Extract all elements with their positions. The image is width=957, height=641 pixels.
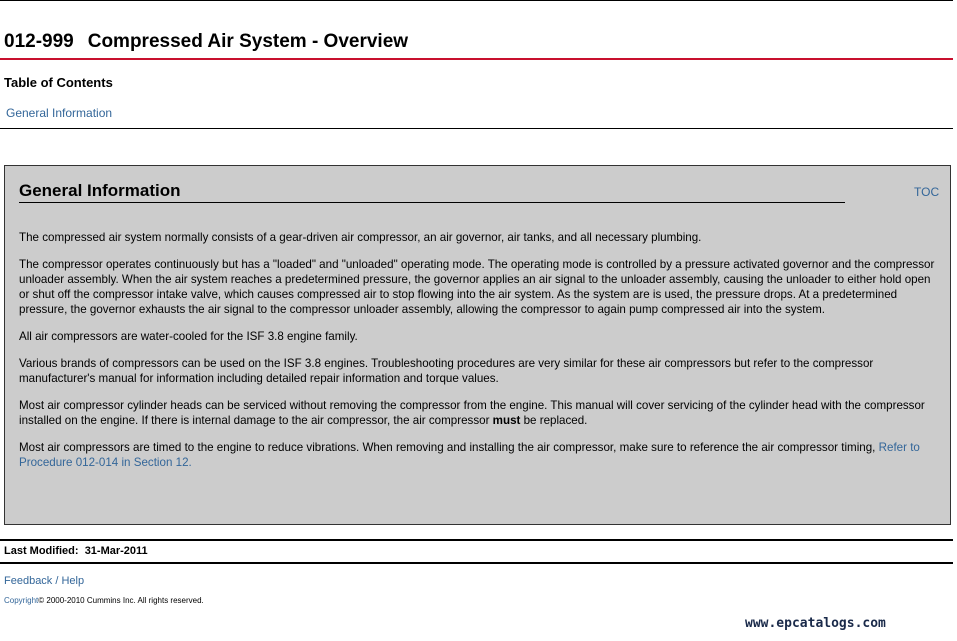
copyright-text: © 2000-2010 Cummins Inc. All rights reserved.: [38, 596, 204, 605]
paragraph-text: Most air compressors are timed to the engine to reduce vibrations. When removing and installing the air compressor, make sure to reference the air compressor timing,: [19, 441, 879, 454]
top-divider: [0, 0, 953, 1]
paragraph: [19, 440, 937, 470]
section-body: [19, 230, 937, 482]
toc-divider: [0, 128, 953, 129]
paragraph: The compressor operates continuously but has a "loaded" and "unloaded" operating mode. The operating mode is controlled by a pressure activated governor and the compressor unloader assembly. When the air system reaches a predetermined pressure, the governor applies an air signal to the unloader assembly, causing the unloader to either hold open or shut off the compressor intake valve, which causes compressed air to stop flowing into the air system. As the system are is used, the pressure drops. At a predetermined pressure, the governor exhausts the air signal to the compressor unloader assembly, allowing the compressor to again pump compressed air into the system.: [19, 258, 935, 316]
copyright-link[interactable]: Copyright: [4, 596, 39, 605]
paragraph: The compressed air system normally consists of a gear-driven air compressor, an air governor, air tanks, and all necessary plumbing.: [19, 231, 702, 244]
copyright: [4, 596, 204, 605]
last-modified-label: Last Modified:: [4, 545, 79, 557]
feedback-help-link[interactable]: Feedback / Help: [4, 575, 85, 587]
doc-number: 012-999: [4, 31, 74, 52]
paragraph: Various brands of compressors can be used on the ISF 3.8 engines. Troubleshooting procedures are very similar for these air compressors but refer to the compressor manufacturer's manual for information including detailed repair information and torque values.: [19, 357, 874, 385]
page-title: [4, 31, 408, 53]
watermark: www.epcatalogs.com: [745, 616, 886, 631]
title-underline: [0, 58, 953, 60]
section-title: General Information: [19, 181, 181, 200]
paragraph-text: Most air compressor cylinder heads can be serviced without removing the compressor from the engine. This manual will cover servicing of the cylinder head with the compressor installed on the engine. If there is internal damage to the air compressor, the air compressor: [19, 399, 925, 427]
back-to-toc-link[interactable]: TOC: [914, 185, 940, 199]
footer-divider-top: [0, 539, 953, 541]
toc-link-general-information[interactable]: General Information: [6, 106, 113, 120]
general-information-section: [4, 165, 951, 525]
section-title-underline: [19, 202, 845, 203]
paragraph-text: be replaced.: [520, 414, 588, 427]
paragraph: [19, 398, 937, 428]
footer-divider-bottom: [0, 562, 953, 564]
emphasis-must: must: [492, 414, 521, 427]
doc-title: Compressed Air System - Overview: [87, 31, 409, 52]
last-modified-date: 31-Mar-2011: [84, 545, 148, 557]
paragraph: All air compressors are water-cooled for the ISF 3.8 engine family.: [19, 330, 358, 343]
last-modified: [4, 545, 148, 557]
procedure-reference-link[interactable]: Refer to Procedure 012-014 in Section 12.: [19, 441, 920, 469]
toc-heading: Table of Contents: [4, 75, 113, 90]
